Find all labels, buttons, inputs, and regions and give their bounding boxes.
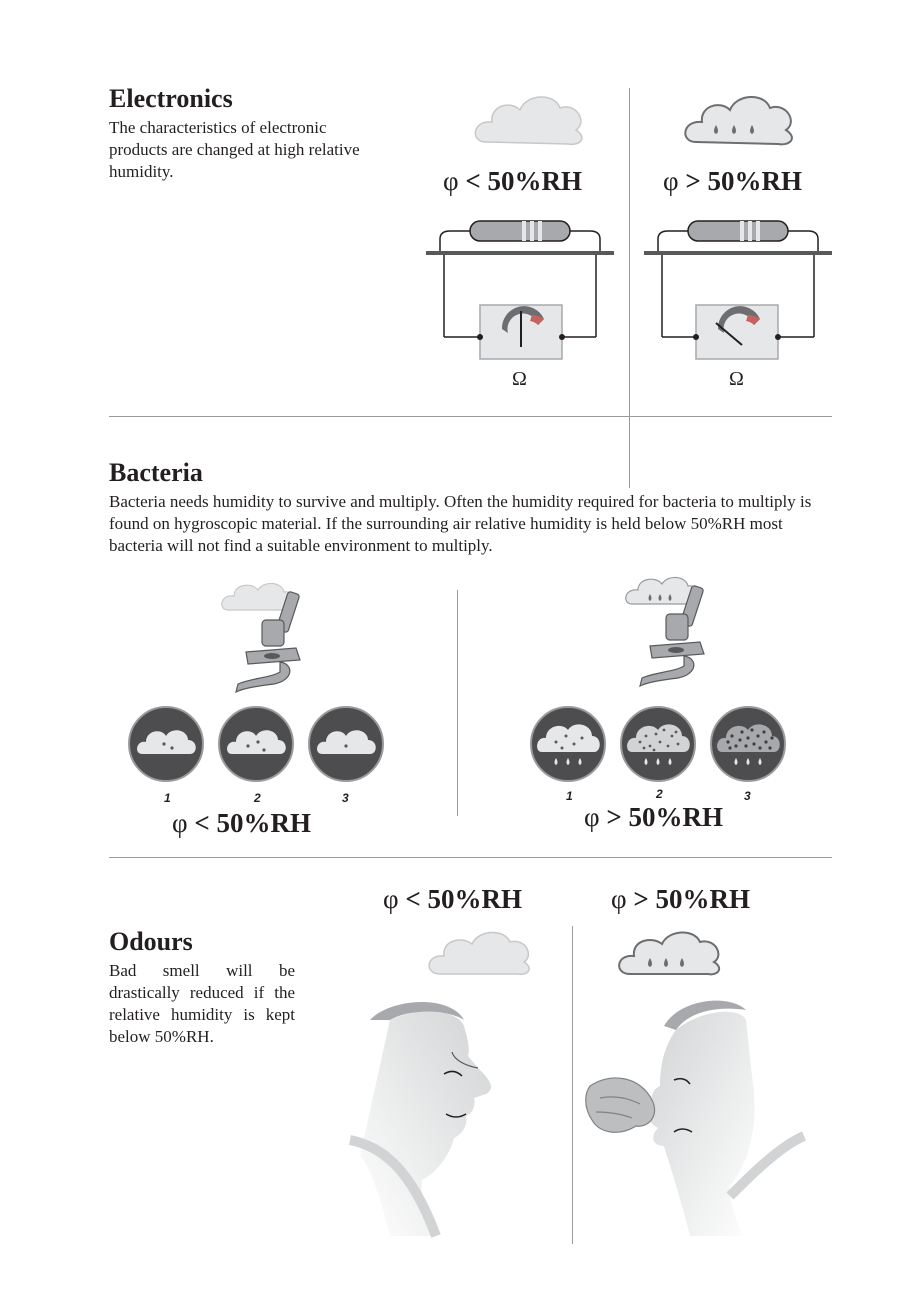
- electronics-description: The characteristics of electronic products are changed at high relative humidity.: [109, 118, 360, 181]
- dry-stage-number-3: 3: [342, 791, 349, 805]
- electronics-divider: [629, 88, 630, 488]
- odours-high-label: φ > 50%RH: [611, 884, 750, 914]
- electronics-dry-meter-unit: Ω: [512, 368, 527, 390]
- culture-dry-stage-2: [218, 706, 298, 786]
- humid-stage-number-3: 3: [744, 789, 751, 803]
- electronics-low-label: φ < 50%RH: [443, 166, 582, 196]
- humid-stage-number-2: 2: [656, 787, 663, 801]
- resistor-circuit-dry: [426, 215, 616, 365]
- culture-humid-stage-2: [620, 706, 700, 786]
- bacteria-heading: Bacteria: [109, 458, 203, 487]
- humid-cloud-icon: [686, 92, 796, 150]
- odours-heading: Odours: [109, 927, 193, 956]
- section-separator: [109, 857, 832, 858]
- section-separator: [109, 416, 832, 417]
- electronics-heading: Electronics: [109, 84, 233, 113]
- odours-description: Bad smell will be drastically reduced if the relative humidity is kept below 50%RH.: [109, 961, 295, 1046]
- bacteria-low-label: φ < 50%RH: [172, 808, 311, 838]
- person-holding-nose: [580, 996, 800, 1236]
- person-smelling-fresh-air: [350, 996, 510, 1236]
- culture-humid-stage-3: [710, 706, 790, 786]
- culture-humid-stage-1: [530, 706, 610, 786]
- humid-stage-number-1: 1: [566, 789, 573, 803]
- odours-dry-cloud-icon: [430, 928, 530, 978]
- bacteria-high-label: φ > 50%RH: [584, 802, 723, 832]
- bacteria-description: Bacteria needs humidity to survive and multiply. Often the humidity required for bacteria to multiply is found on hygroscopic material. If the surrounding air relative humidity is held below 50%RH most bacteria will not find a suitable environment to multiply.: [109, 492, 812, 555]
- dry-cloud-icon: [476, 92, 586, 150]
- odours-divider: [572, 926, 573, 1244]
- microscope-humid-icon: [626, 574, 716, 694]
- microscope-dry-icon: [222, 580, 312, 700]
- dry-stage-number-2: 2: [254, 791, 261, 805]
- culture-dry-stage-3: [308, 706, 388, 786]
- dry-stage-number-1: 1: [164, 791, 171, 805]
- odours-humid-cloud-icon: [620, 928, 720, 978]
- culture-dry-stage-1: [128, 706, 208, 786]
- bacteria-divider: [457, 590, 458, 816]
- odours-low-label: φ < 50%RH: [383, 884, 522, 914]
- electronics-humid-meter-unit: Ω: [729, 368, 744, 390]
- electronics-high-label: φ > 50%RH: [663, 166, 802, 196]
- resistor-circuit-humid: [644, 215, 834, 365]
